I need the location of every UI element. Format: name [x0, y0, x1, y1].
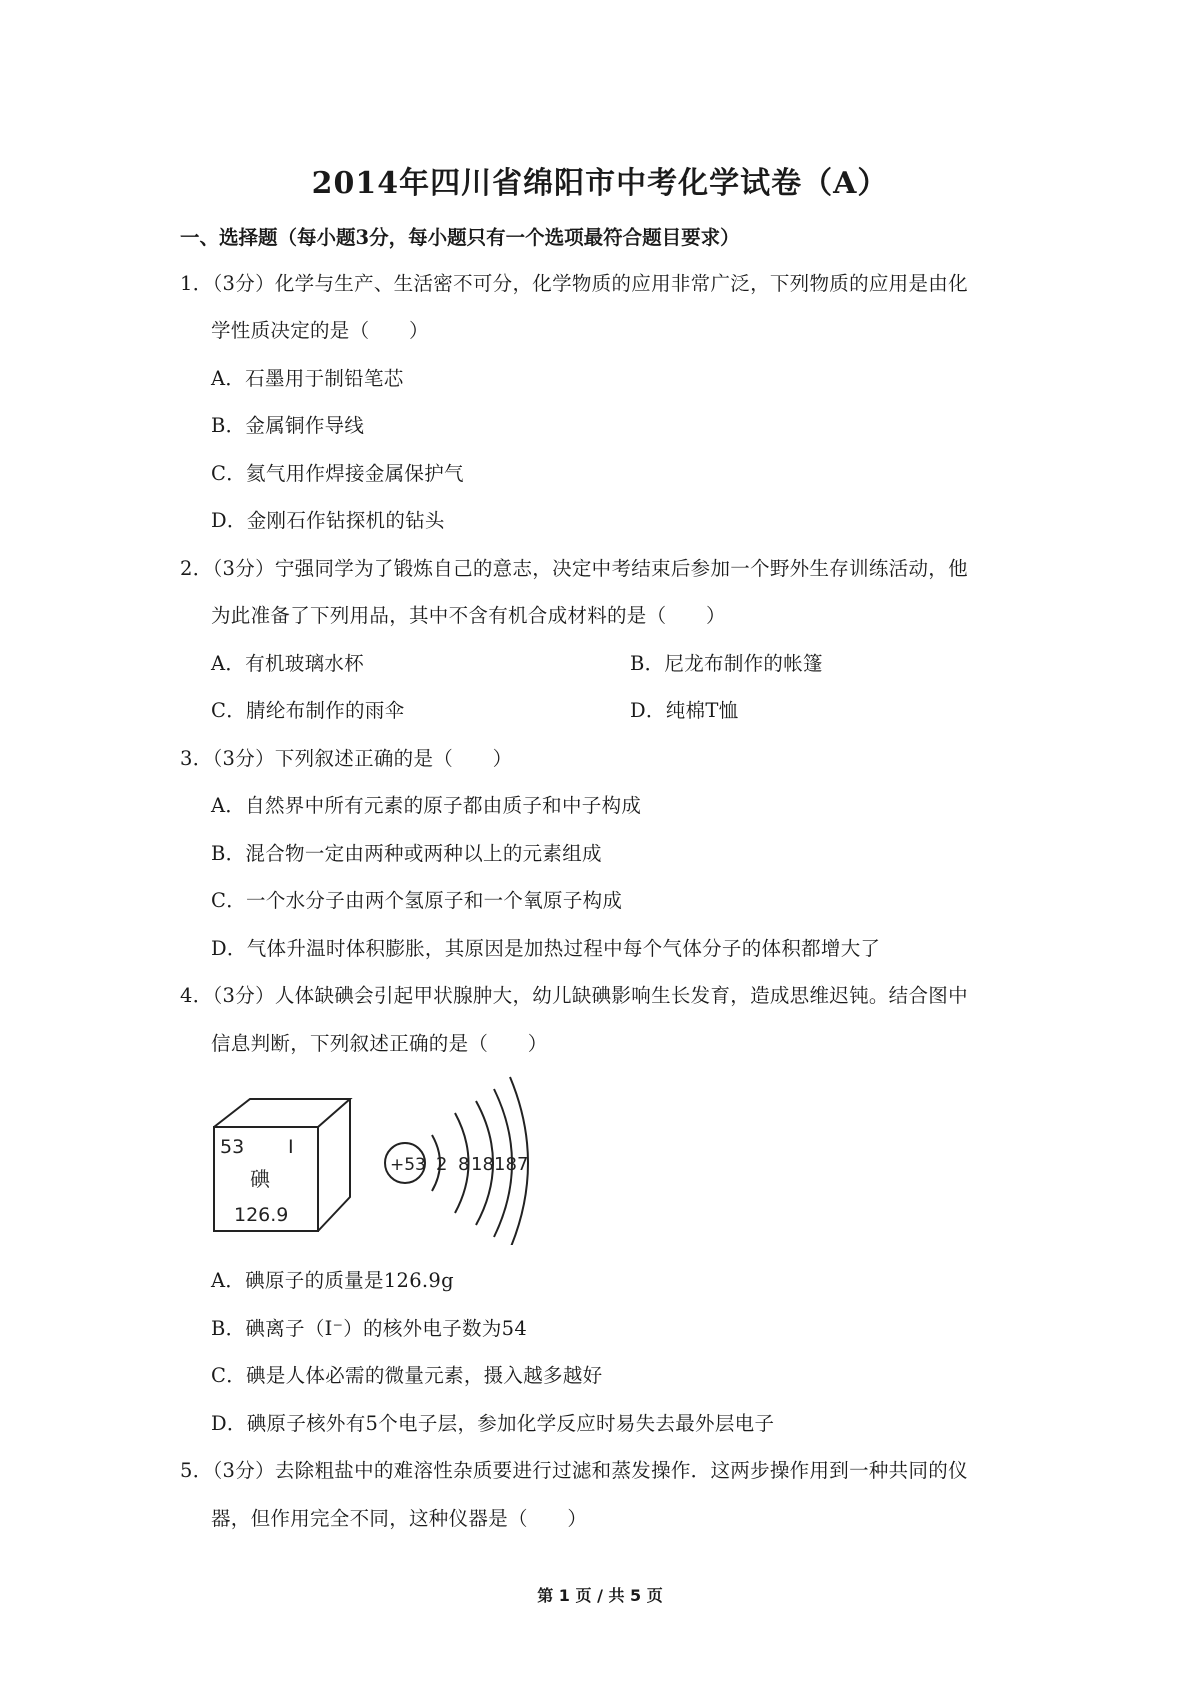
question-2-option-d: D．纯棉T恤 — [630, 699, 739, 722]
question-1-option-b: B．金属铜作导线 — [211, 414, 365, 437]
question-4-option-a: A．碘原子的质量是126.9g — [211, 1269, 454, 1292]
element-name: 碘 — [250, 1167, 270, 1191]
question-1-line-1: 1．（3分）化学与生产、生活密不可分，化学物质的应用非常广泛，下列物质的应用是由化 — [180, 272, 968, 295]
section-heading: 一、选择题（每小题3分，每小题只有一个选项最符合题目要求） — [180, 226, 740, 249]
question-2-option-c: C．腈纶布制作的雨伞 — [211, 699, 405, 722]
question-1-option-d: D．金刚石作钻探机的钻头 — [211, 509, 445, 532]
atomic-number: 53 — [220, 1136, 245, 1158]
question-4-option-d: D．碘原子核外有5个电子层，参加化学反应时易失去最外层电子 — [211, 1412, 775, 1435]
iodine-figure — [200, 1065, 540, 1245]
shell-3-electrons: 18 — [471, 1154, 494, 1175]
question-3-option-c: C．一个水分子由两个氢原子和一个氧原子构成 — [211, 889, 623, 912]
shell-2-electrons: 8 — [458, 1154, 470, 1175]
question-2-option-b: B．尼龙布制作的帐篷 — [630, 652, 823, 675]
question-5-line-2: 器，但作用完全不同，这种仪器是（ ） — [211, 1507, 588, 1530]
question-1-option-a: A．石墨用于制铅笔芯 — [211, 367, 404, 390]
question-3-option-d: D．气体升温时体积膨胀，其原因是加热过程中每个气体分子的体积都增大了 — [211, 937, 881, 960]
shell-1-electrons: 2 — [436, 1154, 448, 1175]
element-symbol: I — [288, 1136, 294, 1158]
exam-title: 2014年四川省绵阳市中考化学试卷（A） — [311, 166, 889, 201]
question-3-option-a: A．自然界中所有元素的原子都由质子和中子构成 — [211, 794, 642, 817]
question-1-option-c: C．氦气用作焊接金属保护气 — [211, 462, 464, 485]
shell-5-electrons: 7 — [517, 1154, 529, 1175]
atomic-mass: 126.9 — [234, 1204, 289, 1226]
nucleus-charge: +53 — [390, 1155, 426, 1175]
page-footer: 第 1 页 / 共 5 页 — [537, 1586, 663, 1605]
question-2-option-a: A．有机玻璃水杯 — [211, 652, 364, 675]
question-3-option-b: B．混合物一定由两种或两种以上的元素组成 — [211, 842, 602, 865]
question-5-line-1: 5．（3分）去除粗盐中的难溶性杂质要进行过滤和蒸发操作．这两步操作用到一种共同的仪 — [180, 1459, 968, 1482]
question-3-line-1: 3．（3分）下列叙述正确的是（ ） — [180, 747, 513, 770]
question-2-line-1: 2．（3分）宁强同学为了锻炼自己的意志，决定中考结束后参加一个野外生存训练活动，他 — [180, 557, 968, 580]
question-4-line-1: 4．（3分）人体缺碘会引起甲状腺肿大，幼儿缺碘影响生长发育，造成思维迟钝。结合图中 — [180, 984, 968, 1007]
shell-4-electrons: 18 — [494, 1154, 517, 1175]
question-4-option-b: B．碘离子（I⁻）的核外电子数为54 — [211, 1317, 528, 1340]
question-4-option-c: C．碘是人体必需的微量元素，摄入越多越好 — [211, 1364, 603, 1387]
question-4-line-2: 信息判断，下列叙述正确的是（ ） — [211, 1032, 548, 1055]
question-1-line-2: 学性质决定的是（ ） — [211, 319, 429, 342]
question-2-line-2: 为此准备了下列用品，其中不含有机合成材料的是（ ） — [211, 604, 726, 627]
